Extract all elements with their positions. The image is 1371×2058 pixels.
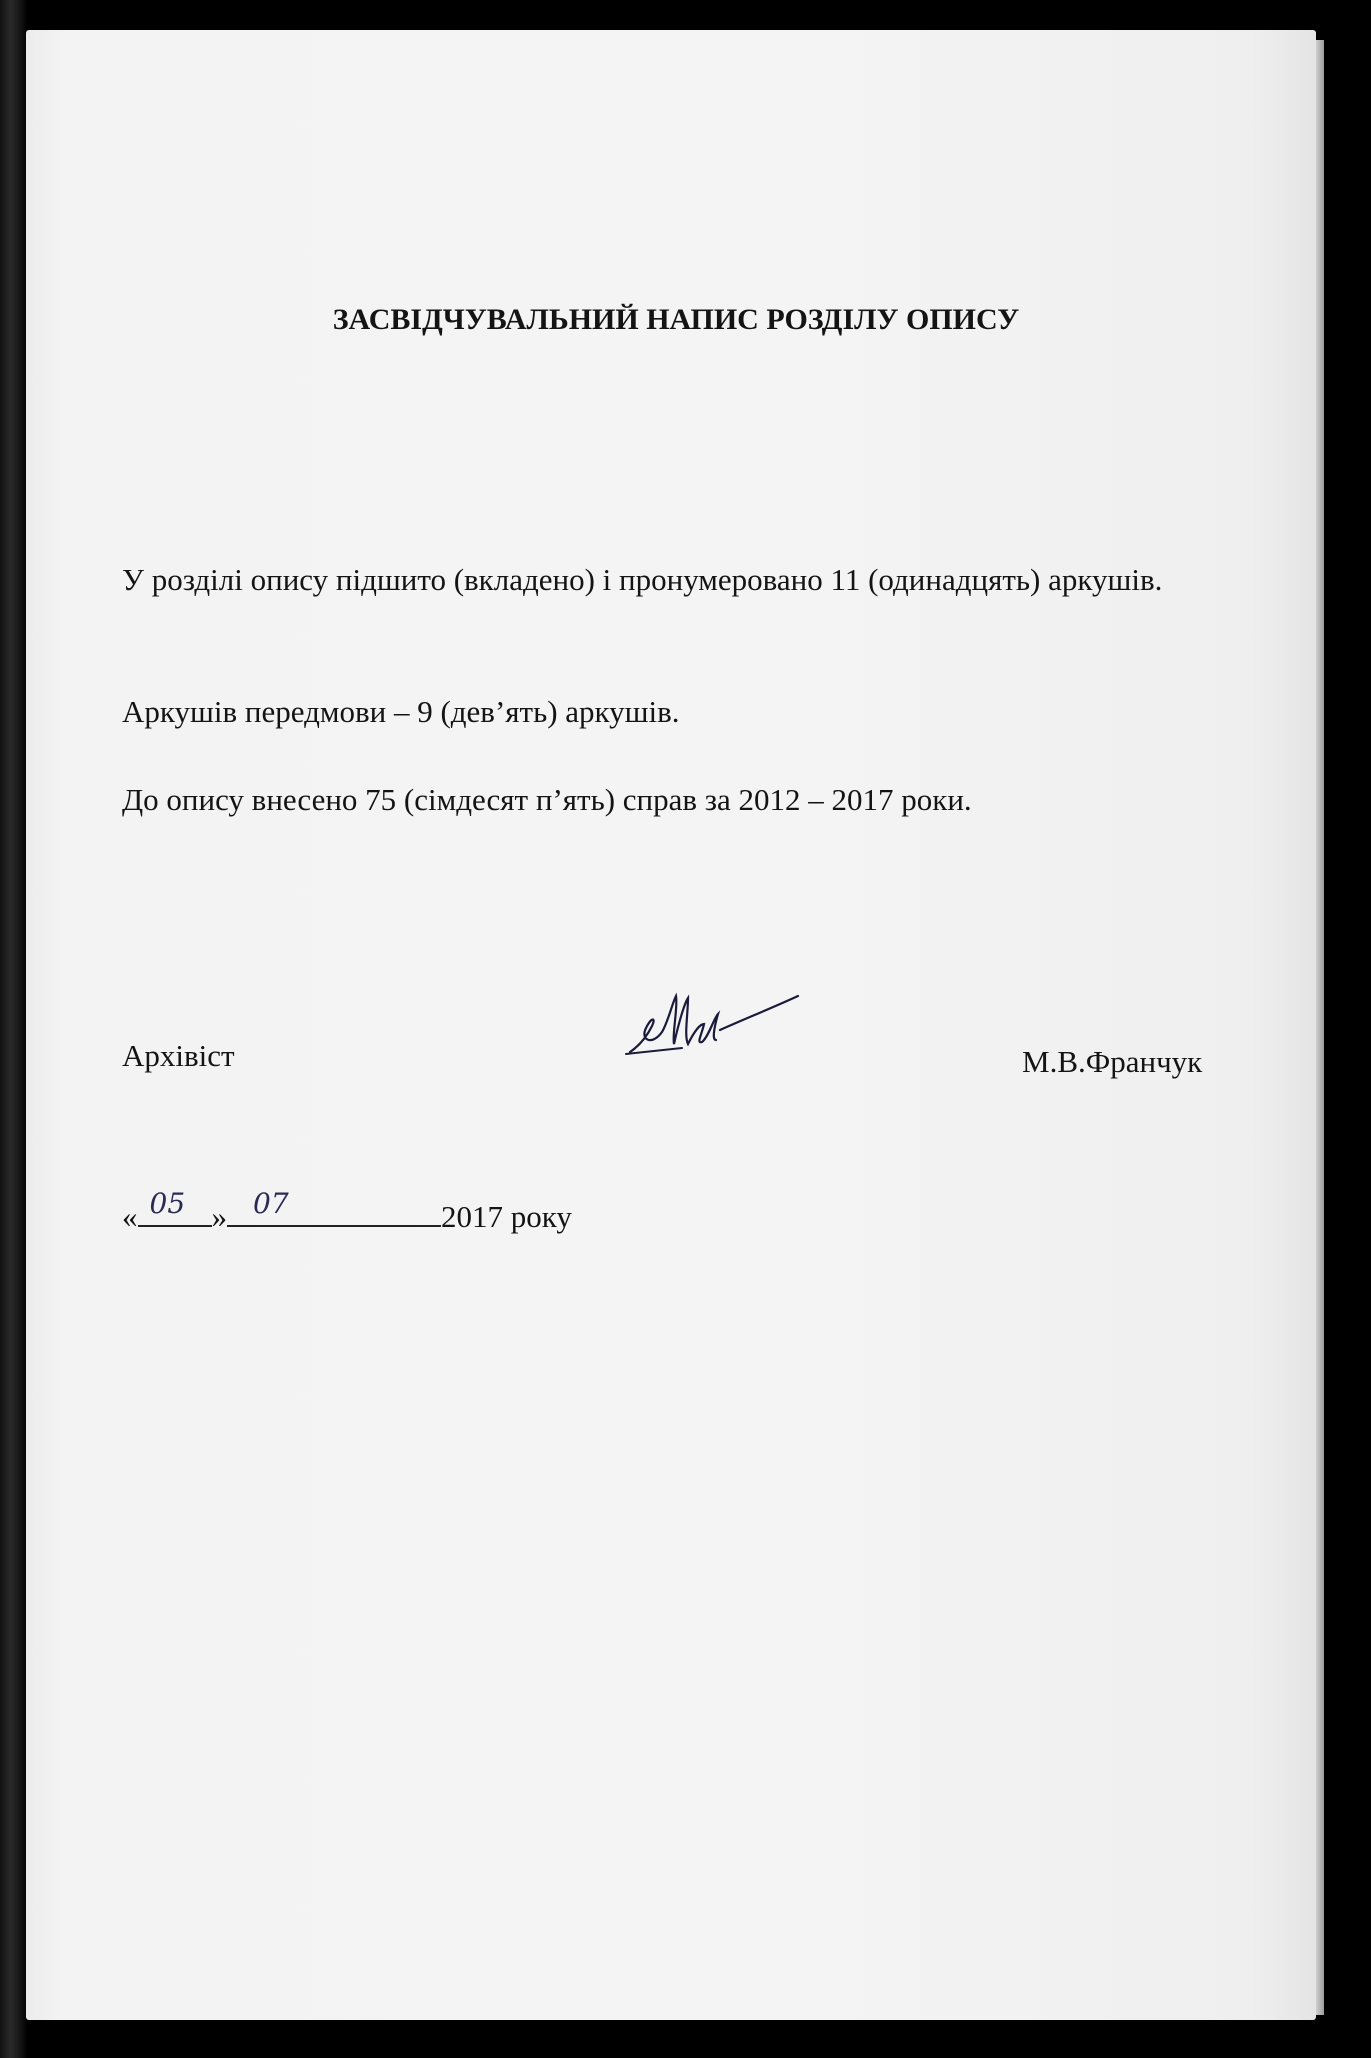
date-year: 2017 року <box>441 1199 572 1234</box>
handwritten-signature <box>622 974 802 1074</box>
date-day-handwritten: 05 <box>149 1187 186 1220</box>
signer-position: Архівіст <box>122 1038 235 1073</box>
document-page <box>26 30 1316 2020</box>
paragraph-sheets-count: У розділі опису підшито (вкладено) і пронумеровано 11 (одинадцять) аркушів. <box>122 562 1163 597</box>
date-month-handwritten: 07 <box>253 1187 289 1220</box>
binding-edge <box>0 0 26 2058</box>
document-title: ЗАСВІДЧУВАЛЬНИЙ НАПИС РОЗДІЛУ ОПИСУ <box>332 303 1020 336</box>
date-close-quote: » <box>211 1199 227 1234</box>
signer-name: М.В.Франчук <box>1022 1044 1203 1079</box>
date-open-quote: « <box>122 1199 138 1234</box>
date-day-blank <box>138 1187 212 1227</box>
paragraph-cases-count: До опису внесено 75 (сімдесят п’ять) справ за 2012 – 2017 роки. <box>122 782 972 817</box>
date-line <box>122 1187 572 1237</box>
paragraph-preface-sheets: Аркушів передмови – 9 (дев’ять) аркушів. <box>122 694 680 729</box>
date-month-blank <box>227 1187 441 1227</box>
